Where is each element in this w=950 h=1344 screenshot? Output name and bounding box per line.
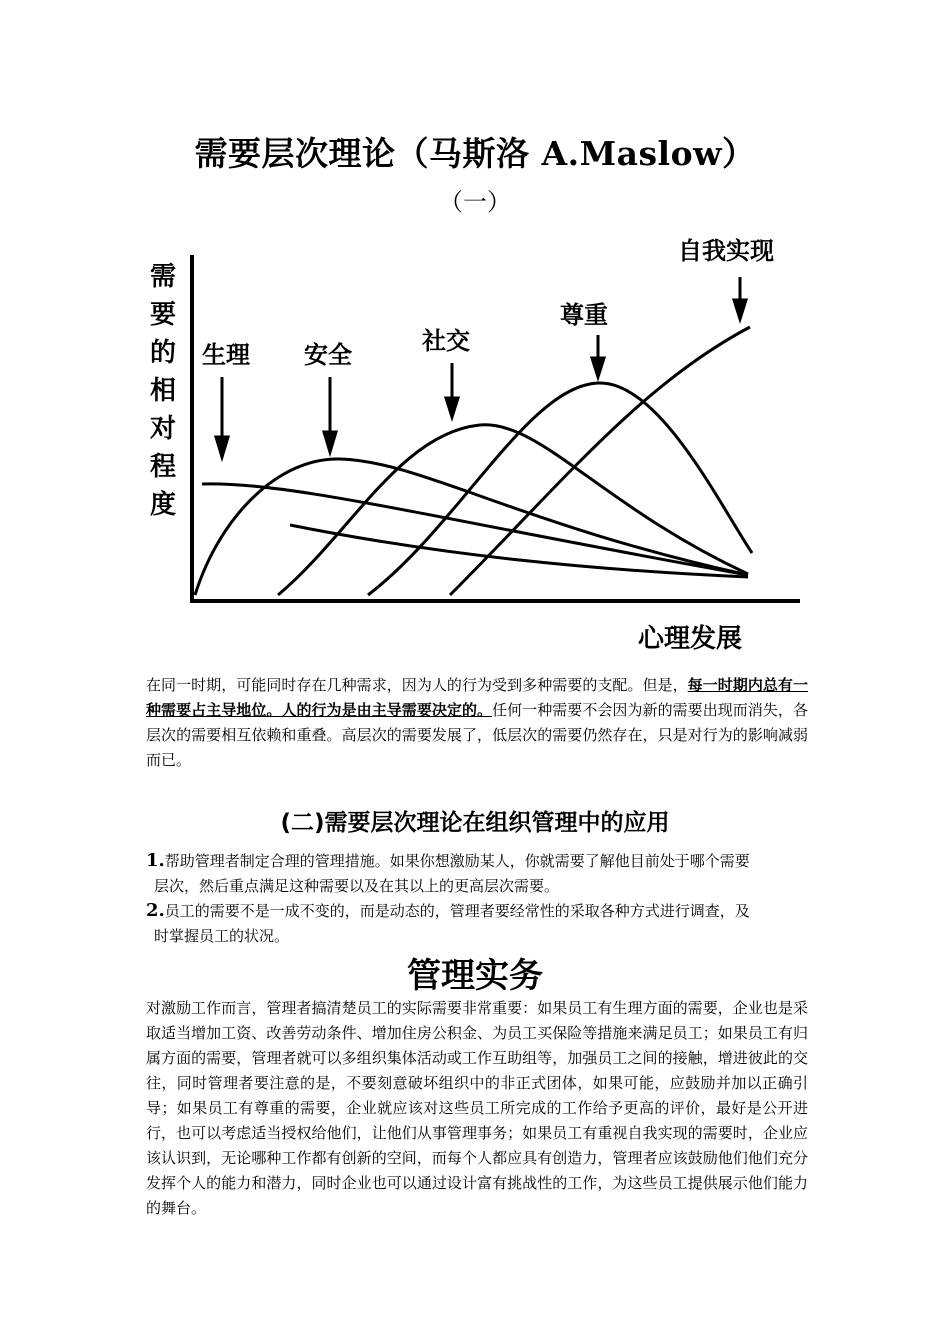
arrows: [216, 277, 746, 457]
list-item: [146, 848, 810, 899]
list-item-number: 2.: [146, 900, 165, 921]
arrow-head: [446, 398, 458, 417]
paragraph1-emphasis: 每一时期内总有一种需要占主导地位。人的行为是由主导需要决定的。: [146, 676, 808, 719]
section1-label: （一）: [439, 188, 511, 216]
arrow-head: [592, 358, 604, 377]
document-title: 需要层次理论（马斯洛 A.Maslow）: [194, 134, 756, 173]
curve-label-esteem: 尊重: [560, 301, 608, 329]
y-axis-label: [150, 262, 176, 520]
section2-heading: (二)需要层次理论在组织管理中的应用: [280, 810, 670, 836]
curve-label-safety: 安全: [304, 341, 352, 369]
maslow-figure: [140, 225, 820, 665]
paragraph-coexistence: [146, 673, 808, 773]
y-axis-char: 的: [150, 338, 177, 368]
y-axis-char: 需: [150, 262, 177, 292]
list-item-number: 1.: [146, 850, 165, 871]
curve-label-physiological: 生理: [202, 341, 250, 369]
y-axis-char: 度: [150, 490, 177, 520]
list-item-continuation: 层次，然后重点满足这种需要以及在其以上的更高层次需要。: [154, 877, 560, 895]
curves: [195, 327, 752, 595]
list-item-text: 员工的需要不是一成不变的，而是动态的，管理者要经常性的采取各种方式进行调查，及: [164, 902, 750, 920]
x-axis-label: 心理发展: [638, 624, 743, 654]
paragraph1-after: 任何一种需要不会因为新的需要出现而消失，各层次的需要相互依赖和重叠。高层次的需要发展了，低层次的需要仍然存在，只是对行为的影响减弱而已。: [146, 701, 808, 769]
list-item-continuation: 时掌握员工的状况。: [154, 927, 290, 945]
y-axis-char: 相: [150, 376, 177, 406]
heading-practice: 管理实务: [407, 956, 543, 996]
arrow-head: [734, 300, 746, 319]
arrow-head: [216, 437, 228, 457]
list-item: [146, 898, 810, 949]
list-item-text: 帮助管理者制定合理的管理措施。如果你想激励某人，你就需要了解他目前处于哪个需要: [164, 852, 750, 870]
y-axis-char: 对: [150, 414, 177, 444]
curve-label-self-actualization: 自我实现: [678, 237, 774, 265]
paragraph1-before: 在同一时期，可能同时存在几种需求，因为人的行为受到多种需要的支配。但是，: [146, 676, 688, 694]
paragraph-practice: 对激励工作而言，管理者搞清楚员工的实际需要非常重要：如果员工有生理方面的需要，企业也是采取适当增加工资、改善劳动条件、增加住房公积金、为员工买保险等措施来满足员工；如果员工有归属方面的需要，管理者就可以多组织集体活动或工作互助组等，加强员工之间的接触，增进彼此的交往，同时管理者要注意的是，不要刻意破坏组织中的非正式团体，如果可能，应鼓励并加以正确引导；如果员工有尊重的需要，企业就应该对这些员工所完成的工作给予更高的评价，最好是公开进行，也可以考虑适当授权给他们，让他们从事管理事务；如果员工有重视自我实现的需要时，企业应该认识到，无论哪种工作都有创新的空间，而每个人都应具有创造力，管理者应该鼓励他们他们充分发挥个人的能力和潜力，同时企业也可以通过设计富有挑战性的工作，为这些员工提供展示他们能力的舞台。: [146, 999, 808, 1217]
arrow-head: [324, 432, 336, 452]
y-axis-char: 程: [150, 452, 177, 482]
curve-label-social: 社交: [422, 327, 470, 355]
y-axis-char: 要: [150, 300, 177, 330]
curve-social: [278, 425, 748, 595]
